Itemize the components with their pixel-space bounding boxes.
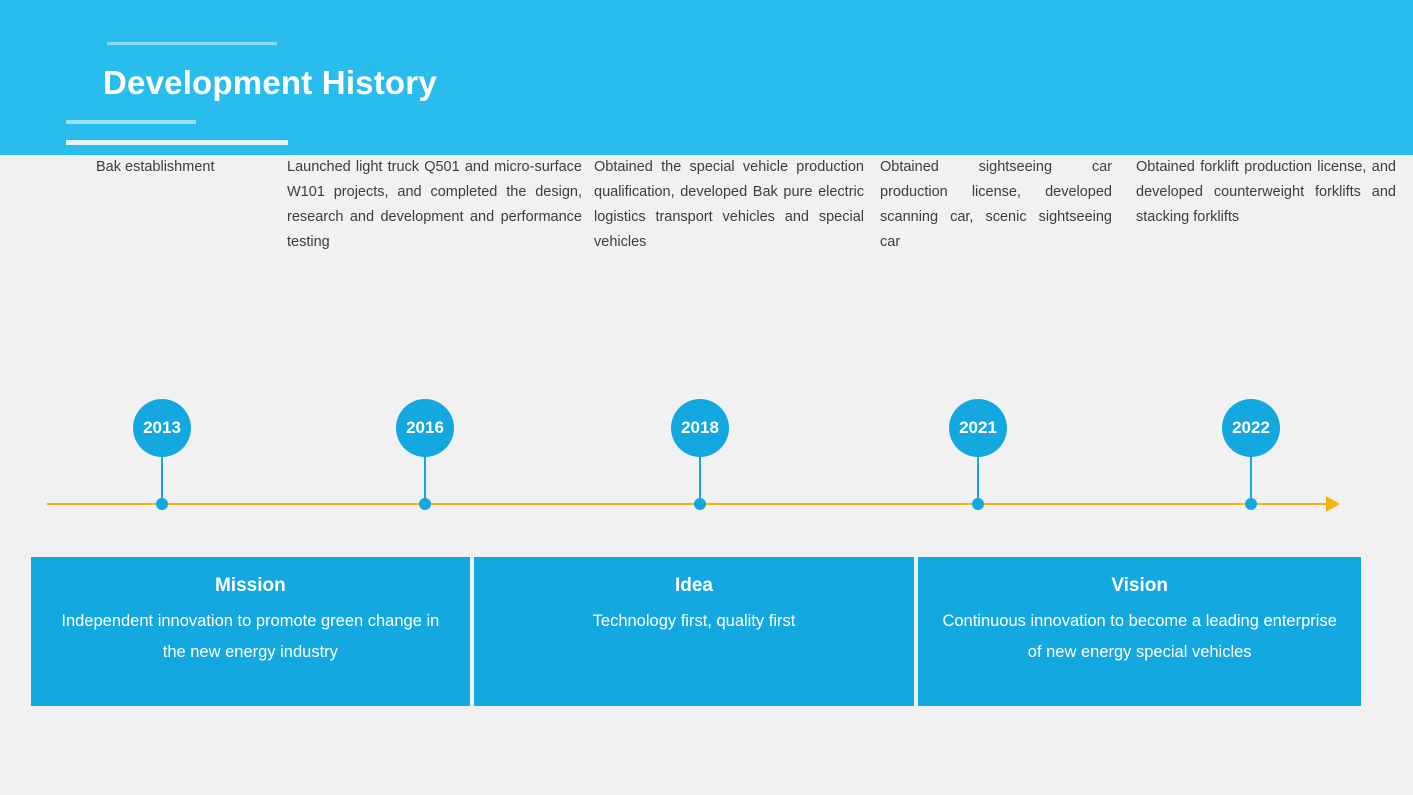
timeline-year-badge: 2021: [949, 399, 1007, 457]
card-mission[interactable]: [31, 557, 470, 706]
card-idea[interactable]: [474, 557, 915, 706]
value-cards: [31, 557, 1361, 706]
timeline-connector: [424, 455, 426, 503]
timeline-axis-dot: [972, 498, 984, 510]
timeline-axis-dot: [1245, 498, 1257, 510]
card-text: Independent innovation to promote green change in the new energy industry: [61, 612, 440, 661]
timeline-axis-dot: [694, 498, 706, 510]
timeline-connector: [699, 455, 701, 503]
timeline-description: Obtained forklift production license, and developed counterweight forklifts and stacking forklifts: [1136, 159, 1396, 225]
header-decoration-line-middle: [66, 120, 196, 124]
header-decoration-line-bottom: [66, 140, 288, 145]
timeline-year-badge: 2018: [671, 399, 729, 457]
timeline-description: Obtained sightseeing car production license, developed scanning car, scenic sightseeing car: [880, 159, 1112, 250]
page-header: [0, 0, 1413, 155]
timeline-axis-dot: [419, 498, 431, 510]
timeline-year-badge: 2016: [396, 399, 454, 457]
timeline-connector: [1250, 455, 1252, 503]
card-text: Continuous innovation to become a leading enterprise of new energy special vehicles: [942, 612, 1337, 661]
timeline-axis: [47, 503, 1332, 505]
card-text: Technology first, quality first: [592, 612, 796, 630]
timeline-year-badge: 2022: [1222, 399, 1280, 457]
timeline-connector: [161, 455, 163, 503]
card-title: Idea: [674, 575, 714, 596]
timeline-axis-dot: [156, 498, 168, 510]
card-title: Mission: [214, 575, 286, 596]
timeline-axis-arrow-icon: [1326, 496, 1340, 512]
card-title: Vision: [1111, 575, 1168, 596]
card-vision[interactable]: [918, 557, 1361, 706]
timeline: [0, 155, 1413, 555]
timeline-description: Bak establishment: [96, 159, 215, 175]
timeline-description: Obtained the special vehicle production qualification, developed Bak pure electric logistics transport vehicles and special vehicles: [594, 159, 864, 250]
timeline-year-badge: 2013: [133, 399, 191, 457]
timeline-description: Launched light truck Q501 and micro-surface W101 projects, and completed the design, research and development and performance testing: [287, 159, 582, 250]
page-title: Development History: [103, 64, 437, 101]
header-decoration-line-top: [107, 42, 277, 45]
timeline-connector: [977, 455, 979, 503]
